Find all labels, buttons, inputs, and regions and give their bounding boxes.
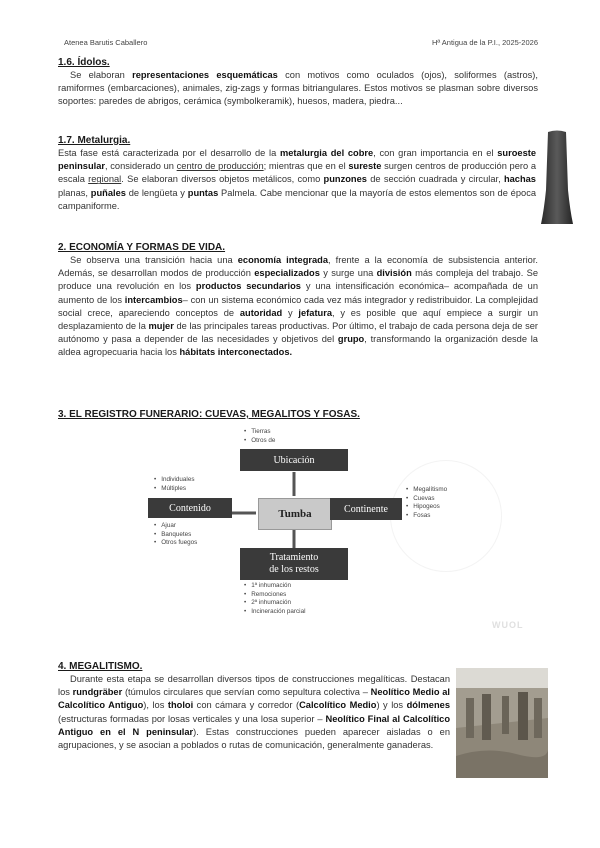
section-metalurgia [58,134,536,213]
section-title-idolos: 1.6. Ídolos. [58,57,110,68]
section-megalitismo [58,660,450,752]
page-header [64,38,538,50]
paragraph-metalurgia: Esta fase está caracterizada por el desarrollo de la metalurgia del cobre, con gran importancia en el suroeste peninsular, considerado un centro de producción; mientras que en el sureste surgen centros de producción pero a escala regional. Se elaboran diversos objetos metálicos, como punzones de sección cuadrada y circular, hachas planas, puñales de lengüeta y puntas Palmela. Cabe mencionar que la mayoría de estos elementos son de época campaniforme. [58,148,537,211]
header-author: Atenea Barutis Caballero [64,38,148,47]
watermark-text: WUOL [492,620,524,630]
contenido-list-top: • Individuales • Múltiples [154,476,194,493]
box-tratamiento: Tratamiento de los restos [240,548,348,580]
copper-artifact-image [540,130,574,226]
section-economia [58,241,538,360]
box-continente: Continente [330,498,402,520]
funerary-diagram [148,424,448,629]
tratamiento-list: • 1ª inhumación • Remociones • 2ª inhumación • Incineración parcial [244,582,305,616]
paragraph-megalitismo: Durante esta etapa se desarrollan diversos tipos de construcciones megalíticas. Destacan los rundgräber (túmulos circulares que servían como sepultura colectiva – Neolítico Medio al Calcolítico Antiguo), los tholoi con cámara y corredor (Calcolítico Medio) y los dólmenes (estructuras formadas por losas verticales y una losa superior – Neolítico Final al Calcolítico Antiguo en el N peninsular). Estas construcciones pueden aparecer aisladas o en agrupaciones, y se asocian a poblados o rutas de comunicación, generalmente ganaderas. [58,674,451,751]
ubicacion-list: • Tierras • Otros de [244,428,275,445]
box-ubicacion: Ubicación [240,449,348,471]
paragraph-idolos: Se elaboran representaciones esquemáticas con motivos como oculados (ojos), soliformes (astros), ramiformes (embarcaciones), animales, zig-zags y formas bitriangulares. Estos motivos se plasman sobre diversos soportes: paredes de abrigos, cerámica (symbolkeramik), huesos, madera, piedra... [58,70,538,107]
paragraph-economia: Se observa una transición hacia una economía integrada, frente a la economía de subsistencia anterior. Además, se desarrollan modos de producción especializados y surge una división más compleja del trabajo. Se produce una revolución en los productos secundarios y una intensificación económica– acompañada de un aumento de los intercambios– con un sistema económico cada vez más integrador y redistribuidor. La complejidad social crece, apareciendo conceptos de autoridad y jefatura, y es posible que aquí empiece a surgir un desplazamiento de la mujer de las principales tareas productivas. Por último, el trabajo de cada persona deja de ser autónomo y pasa a depender de las necesidades y objetivos del grupo, transformando la organización desde la aldea agropecuaria hacia los hábitats interconectados. [58,255,539,358]
section-title-economia: 2. ECONOMÍA Y FORMAS DE VIDA. [58,242,226,253]
contenido-list-bottom: • Ajuar • Banquetes • Otros fuegos [154,522,197,548]
section-funerario [58,408,538,421]
section-title-megalitismo: 4. MEGALITISMO. [58,661,143,672]
section-idolos [58,56,538,109]
continente-list: • Megalítismo • Cuevas • Hipogeos • Fosas [406,486,447,520]
section-title-funerario: 3. EL REGISTRO FUNERARIO: CUEVAS, MEGALITOS Y FOSAS. [58,409,360,420]
box-tumba: Tumba [258,498,332,530]
section-title-metalurgia: 1.7. Metalurgia. [58,135,131,146]
header-course: Hª Antigua de la P.I., 2025-2026 [431,38,538,47]
megalith-photo [456,668,548,778]
box-contenido: Contenido [148,498,232,518]
